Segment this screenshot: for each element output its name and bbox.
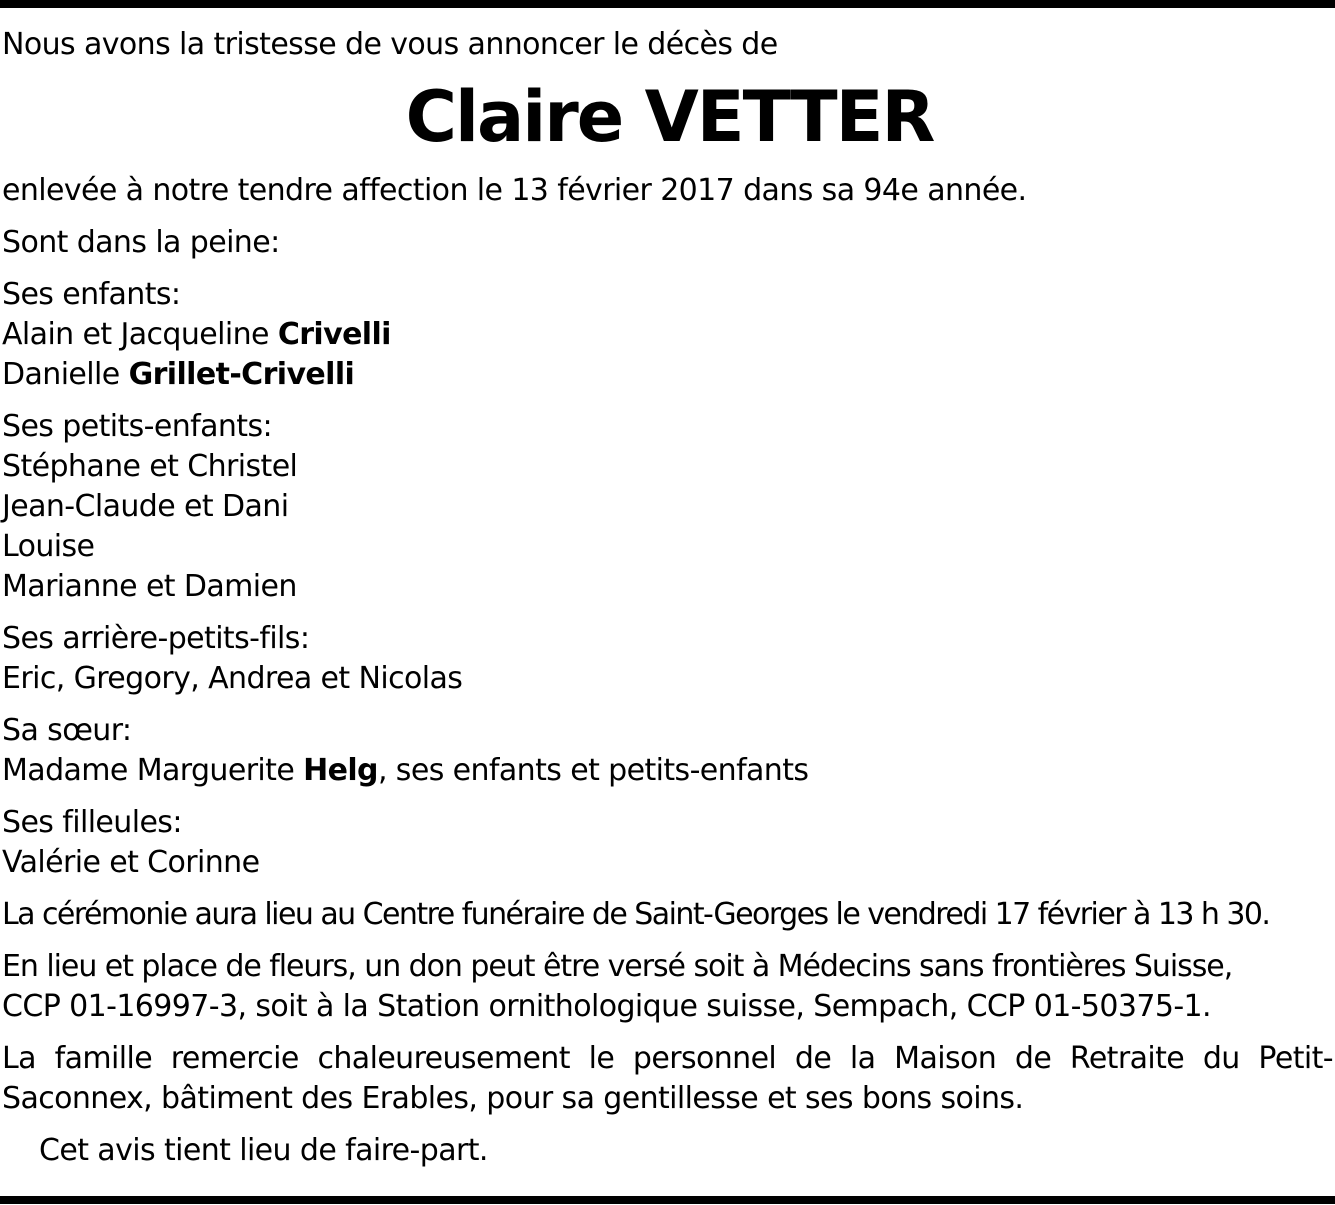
- donation-section: [2, 947, 1333, 1027]
- closing-text: Cet avis tient lieu de faire-part.: [39, 1133, 488, 1168]
- deceased-name: Claire VETTER: [405, 76, 934, 158]
- grandchild-entry: Louise: [2, 529, 95, 564]
- grandchildren-heading: Ses petits-enfants:: [2, 409, 273, 444]
- donation-line: En lieu et place de fleurs, un don peut être versé soit à Médecins sans frontières Suisse,: [2, 949, 1233, 984]
- sister-family: , ses enfants et petits-enfants: [377, 753, 809, 788]
- great-grandsons-heading: Ses arrière-petits-fils:: [2, 621, 310, 656]
- grandchild-entry: Stéphane et Christel: [2, 449, 298, 484]
- goddaughters-section: [2, 803, 1333, 883]
- child-surname: Grillet-Crivelli: [128, 357, 355, 392]
- grandchild-entry: Marianne et Damien: [2, 569, 297, 604]
- children-heading: Ses enfants:: [2, 277, 181, 312]
- sister-surname: Helg: [303, 753, 378, 788]
- death-date-text: enlevée à notre tendre affection le 13 février 2017 dans sa 94e année.: [2, 173, 1027, 208]
- child-surname: Crivelli: [277, 317, 391, 352]
- sister-entry: [2, 751, 1333, 791]
- great-grandsons-names: Eric, Gregory, Andrea et Nicolas: [2, 661, 463, 696]
- thanks-text: La famille remercie chaleureusement le personnel de la Maison de Retraite du Petit-Saconnex, bâtiment des Erables, pour sa gentillesse et ses bons soins.: [2, 1041, 1333, 1116]
- ceremony-text: La cérémonie aura lieu au Centre funéraire de Saint-Georges le vendredi 17 février à 13 h 30.: [2, 897, 1270, 932]
- obituary-notice: [2, 25, 1333, 1171]
- donation-line: CCP 01-16997-3, soit à la Station ornithologique suisse, Sempach, CCP 01-50375-1.: [2, 989, 1211, 1024]
- sister-first-name: Madame Marguerite: [2, 753, 304, 788]
- children-section: [2, 275, 1333, 395]
- child-first-names: Danielle: [2, 357, 129, 392]
- sister-heading: Sa sœur:: [2, 713, 132, 748]
- bottom-rule: [0, 1196, 1335, 1204]
- goddaughters-names: Valérie et Corinne: [2, 845, 260, 880]
- grandchild-entry: Jean-Claude et Dani: [2, 489, 289, 524]
- sister-section: [2, 711, 1333, 791]
- great-grandsons-section: [2, 619, 1333, 699]
- child-entry: [2, 355, 1333, 395]
- top-rule: [0, 0, 1335, 8]
- goddaughters-heading: Ses filleules:: [2, 805, 182, 840]
- child-entry: [2, 315, 1333, 355]
- mourners-heading: Sont dans la peine:: [2, 225, 280, 260]
- grandchildren-section: [2, 407, 1333, 607]
- child-first-names: Alain et Jacqueline: [2, 317, 278, 352]
- intro-text: Nous avons la tristesse de vous annoncer le décès de: [2, 27, 778, 62]
